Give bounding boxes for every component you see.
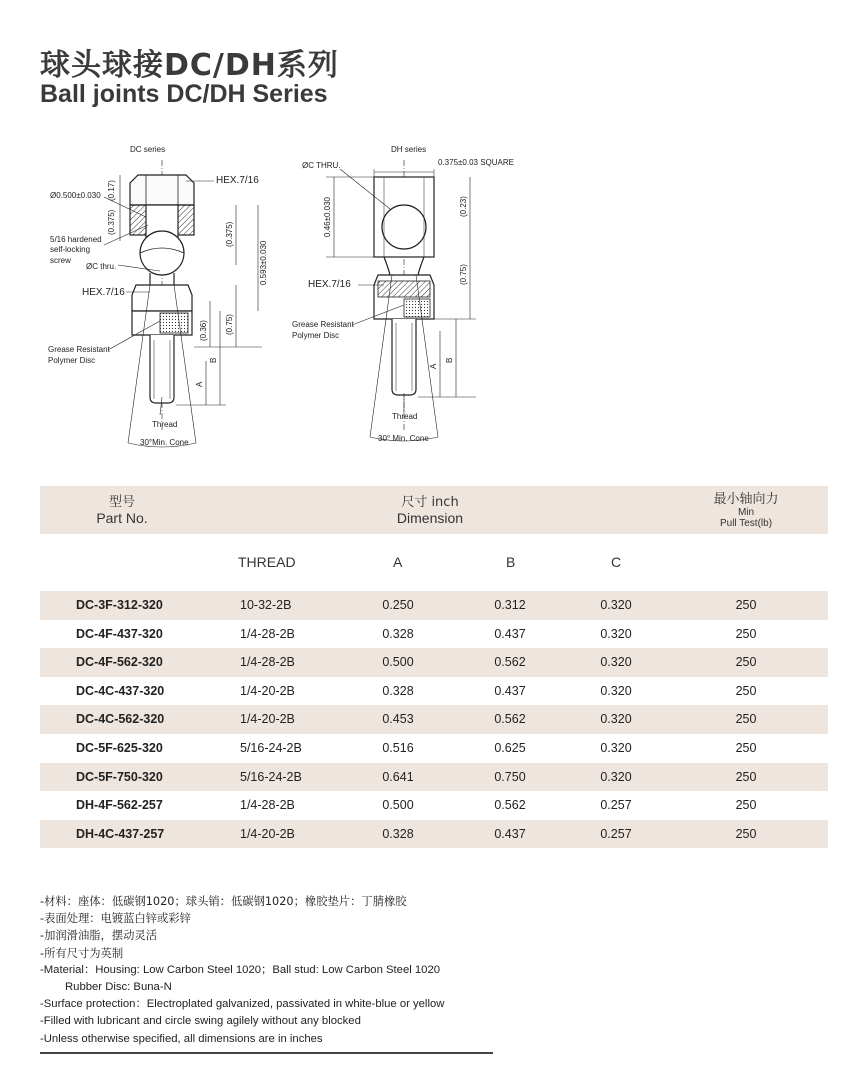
cell-part-no: DC-5F-750-320 — [76, 769, 163, 784]
table-row — [40, 763, 828, 792]
cell-part-no: DH-4F-562-257 — [76, 798, 163, 813]
cell-c: 0.320 — [600, 683, 632, 698]
dc-screw-label-1: 5/16 hardened — [50, 235, 102, 244]
cell-thread: 5/16-24-2B — [240, 769, 302, 784]
dc-screw-label-3: screw — [50, 256, 71, 265]
note-line: -加润滑油脂，摆动灵活 — [40, 929, 158, 943]
cell-thread: 5/16-24-2B — [240, 740, 302, 755]
cell-pull-test: 250 — [735, 626, 757, 641]
dc-dim-a: A — [195, 381, 204, 387]
dh-thread-label: Thread — [392, 412, 418, 421]
cell-b: 0.750 — [494, 769, 526, 784]
dh-cone-label: 30° Min. Cone — [378, 434, 429, 443]
note-line: -Unless otherwise specified, all dimensions are in inches — [40, 1032, 323, 1045]
cell-b: 0.437 — [494, 683, 526, 698]
dc-dim-0375-left: (0.375) — [107, 209, 116, 235]
cell-part-no: DC-4F-437-320 — [76, 626, 163, 641]
dh-grease-label-2: Polymer Disc — [292, 331, 340, 340]
table-row — [40, 648, 828, 677]
cell-part-no: DC-4F-562-320 — [76, 655, 163, 670]
cell-c: 0.320 — [600, 712, 632, 727]
cell-a: 0.453 — [382, 712, 414, 727]
note-line: Rubber Disc: Buna-N — [65, 981, 172, 994]
cell-c: 0.320 — [600, 626, 632, 641]
table-row — [40, 591, 828, 620]
header-part-no: 型号 Part No. — [96, 495, 148, 526]
cell-a: 0.328 — [382, 826, 414, 841]
cell-part-no: DC-4C-562-320 — [76, 712, 165, 727]
cell-c: 0.320 — [600, 598, 632, 612]
dc-dim-0375-right: (0.375) — [225, 221, 234, 247]
dh-dim-075: (0.75) — [459, 264, 468, 285]
dc-c-thru-label: ØC thru. — [86, 262, 117, 271]
table-row — [40, 734, 828, 763]
note-line: -材料：座体：低碳钢1020；球头销：低碳钢1020；橡胶垫片：丁腈橡胶 — [40, 895, 407, 908]
table-row — [40, 791, 828, 820]
dc-hex-bottom-label: HEX.7/16 — [82, 287, 125, 298]
cell-pull-test: 250 — [735, 740, 757, 755]
cell-part-no: DC-3F-312-320 — [76, 598, 163, 612]
cell-pull-test: 250 — [735, 655, 757, 670]
dc-cone-label: 30°Min. Cone — [140, 438, 189, 447]
cell-a: 0.516 — [382, 740, 414, 755]
header-min-pull-test: 最小轴向力 Min Pull Test(lb) — [713, 492, 779, 529]
cell-b: 0.437 — [494, 626, 526, 641]
dc-hex-top-label: HEX.7/16 — [216, 175, 259, 186]
page-title-en: Ball joints DC/DH Series — [40, 80, 328, 108]
table-row — [40, 620, 828, 649]
cell-b: 0.562 — [494, 798, 526, 813]
dh-dim-b: B — [445, 357, 454, 363]
cell-a: 0.500 — [382, 798, 414, 813]
cell-part-no: DC-5F-625-320 — [76, 740, 163, 755]
cell-pull-test: 250 — [735, 683, 757, 698]
cell-thread: 1/4-28-2B — [240, 798, 295, 813]
cell-thread: 1/4-20-2B — [240, 712, 295, 727]
cell-a: 0.500 — [382, 655, 414, 670]
cell-pull-test: 250 — [735, 826, 757, 841]
dc-series-drawing — [104, 145, 262, 447]
page-title-cn: 球头球接DC/DH系列 — [40, 48, 339, 83]
cell-a: 0.328 — [382, 683, 414, 698]
dc-screw-label-2: self-locking — [50, 245, 91, 254]
dc-dim-017: (0.17) — [107, 180, 116, 201]
cell-thread: 10-32-2B — [240, 598, 292, 612]
dh-dim-023: (0.23) — [459, 196, 468, 217]
cell-b: 0.437 — [494, 826, 526, 841]
note-line: -Filled with lubricant and circle swing agilely without any blocked — [40, 1015, 361, 1028]
cell-thread: 1/4-28-2B — [240, 626, 295, 641]
dc-grease-label-2: Polymer Disc — [48, 356, 96, 365]
cell-c: 0.257 — [600, 826, 632, 841]
subheader-c: C — [611, 554, 622, 570]
dh-series-label: DH series — [391, 145, 427, 154]
cell-a: 0.250 — [382, 598, 414, 612]
technical-drawings — [0, 135, 860, 455]
note-line: -Surface protection：Electroplated galvanized, passivated in white-blue or yellow — [40, 998, 445, 1011]
cell-pull-test: 250 — [735, 798, 757, 813]
table-row — [40, 705, 828, 734]
cell-b: 0.562 — [494, 655, 526, 670]
note-line: -所有尺寸为英制 — [40, 946, 124, 960]
dc-dim-b: B — [209, 357, 218, 363]
cell-b: 0.312 — [494, 598, 526, 612]
dc-dim-036: (0.36) — [199, 320, 208, 341]
dc-series-label: DC series — [130, 145, 166, 154]
cell-c: 0.320 — [600, 655, 632, 670]
dh-c-thru-label: ØC THRU. — [302, 161, 341, 170]
cell-c: 0.320 — [600, 769, 632, 784]
dc-dim-075: (0.75) — [225, 314, 234, 335]
note-line: -Material：Housing: Low Carbon Steel 1020；Ball stud: Low Carbon Steel 1020 — [40, 963, 441, 976]
dh-square-label: 0.375±0.03 SQUARE — [438, 158, 514, 167]
cell-c: 0.320 — [600, 740, 632, 755]
cell-part-no: DH-4C-437-257 — [76, 826, 165, 841]
notes-section — [40, 893, 444, 1048]
cell-b: 0.562 — [494, 712, 526, 727]
cell-part-no: DC-4C-437-320 — [76, 683, 165, 698]
dh-grease-label-1: Grease Resistant — [292, 320, 354, 329]
cell-pull-test: 250 — [735, 598, 757, 612]
dh-dim-046: 0.46±0.030 — [323, 197, 332, 237]
cell-a: 0.641 — [382, 769, 414, 784]
cell-pull-test: 250 — [735, 769, 757, 784]
subheader-thread: THREAD — [238, 554, 296, 570]
dc-dim-0593: 0.593±0.030 — [259, 240, 268, 285]
table-row — [40, 677, 828, 706]
dh-hex-label: HEX.7/16 — [308, 279, 351, 290]
subheader-a: A — [393, 554, 403, 570]
cell-thread: 1/4-28-2B — [240, 655, 295, 670]
parts-table — [40, 591, 828, 848]
dh-dim-a: A — [429, 363, 438, 369]
cell-a: 0.328 — [382, 626, 414, 641]
dc-ball-dia-label: Ø0.500±0.030 — [50, 191, 101, 200]
dc-thread-label: Thread — [152, 420, 178, 429]
note-line: -表面处理：电镀蓝白锌或彩锌 — [40, 912, 191, 926]
cell-pull-test: 250 — [735, 712, 757, 727]
table-row — [40, 820, 828, 849]
bottom-rule — [40, 1052, 493, 1054]
cell-thread: 1/4-20-2B — [240, 683, 295, 698]
cell-c: 0.257 — [600, 798, 632, 813]
cell-b: 0.625 — [494, 740, 526, 755]
header-dimension: 尺寸 inch Dimension — [396, 495, 464, 526]
cell-thread: 1/4-20-2B — [240, 826, 295, 841]
dh-series-drawing — [326, 145, 476, 441]
dc-grease-label-1: Grease Resistant — [48, 345, 110, 354]
subheader-b: B — [506, 554, 516, 570]
